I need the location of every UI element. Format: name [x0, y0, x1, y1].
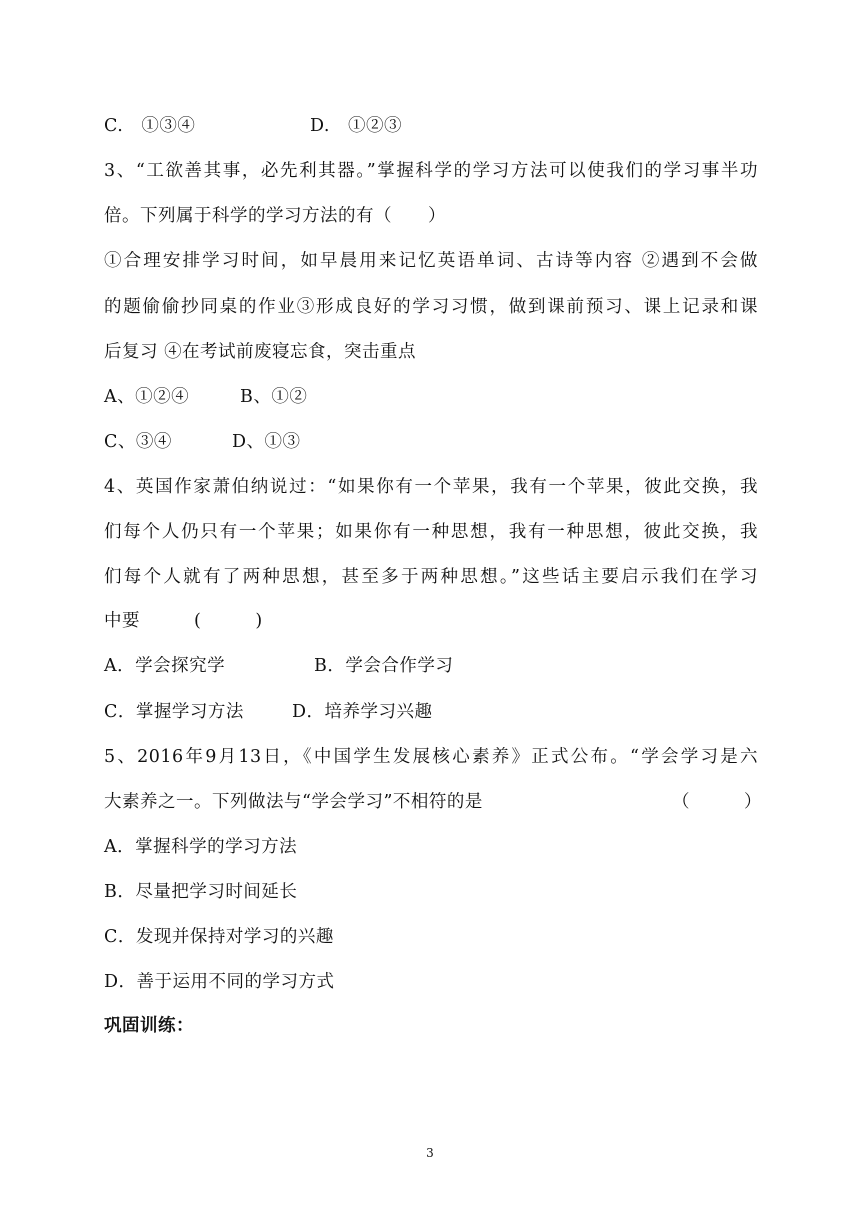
q4-option-b: B．学会合作学习 — [314, 656, 454, 676]
q4-line-2: 们每个人仍只有一个苹果；如果你有一种思想，我有一种思想，彼此交换，我 — [104, 522, 758, 542]
q3-option-a: A、①②④ — [104, 387, 190, 407]
prev-option-d: D. ①②③ — [310, 116, 402, 136]
q4-line-4: 中要 ( ) — [104, 611, 263, 631]
q4-option-d: D．培养学习兴趣 — [292, 702, 433, 722]
q5-option-a: A．掌握科学的学习方法 — [104, 837, 298, 857]
q3-option-c: C、③④ — [104, 432, 172, 452]
q4-option-a: A．学会探究学 — [104, 656, 226, 676]
q3-line-2: 倍。下列属于科学的学习方法的有（ ） — [104, 206, 446, 226]
q5-answer-paren: （ ） — [672, 792, 762, 812]
q5-option-c: C．发现并保持对学习的兴趣 — [104, 927, 334, 947]
q5-line-1: 5、2016年9月13日，《中国学生发展核心素养》正式公布。“学会学习是六 — [104, 747, 758, 767]
q3-option-b: B、①② — [240, 387, 308, 407]
q3-line-3: ①合理安排学习时间，如早晨用来记忆英语单词、古诗等内容 ②遇到不会做 — [104, 251, 758, 271]
q4-line-1: 4、英国作家萧伯纳说过：“如果你有一个苹果，我有一个苹果，彼此交换，我 — [104, 477, 758, 497]
q4-option-c: C．掌握学习方法 — [104, 702, 244, 722]
q3-line-5: 后复习 ④在考试前废寝忘食，突击重点 — [104, 342, 417, 362]
q5-option-d: D．善于运用不同的学习方式 — [104, 972, 335, 992]
q3-option-d: D、①③ — [232, 432, 301, 452]
q5-line-2: 大素养之一。下列做法与“学会学习”不相符的是 — [104, 792, 483, 812]
q3-line-1: 3、“工欲善其事，必先利其器。”掌握科学的学习方法可以使我们的学习事半功 — [104, 161, 758, 181]
q4-line-3: 们每个人就有了两种思想，甚至多于两种思想。”这些话主要启示我们在学习 — [104, 567, 758, 587]
section-heading: 巩固训练： — [104, 1016, 194, 1036]
prev-option-c: C. ①③④ — [104, 116, 196, 136]
q3-line-4: 的题偷偷抄同桌的作业③形成良好的学习习惯，做到课前预习、课上记录和课 — [104, 297, 758, 317]
q5-option-b: B．尽量把学习时间延长 — [104, 882, 298, 902]
page-number: 3 — [426, 1146, 434, 1160]
